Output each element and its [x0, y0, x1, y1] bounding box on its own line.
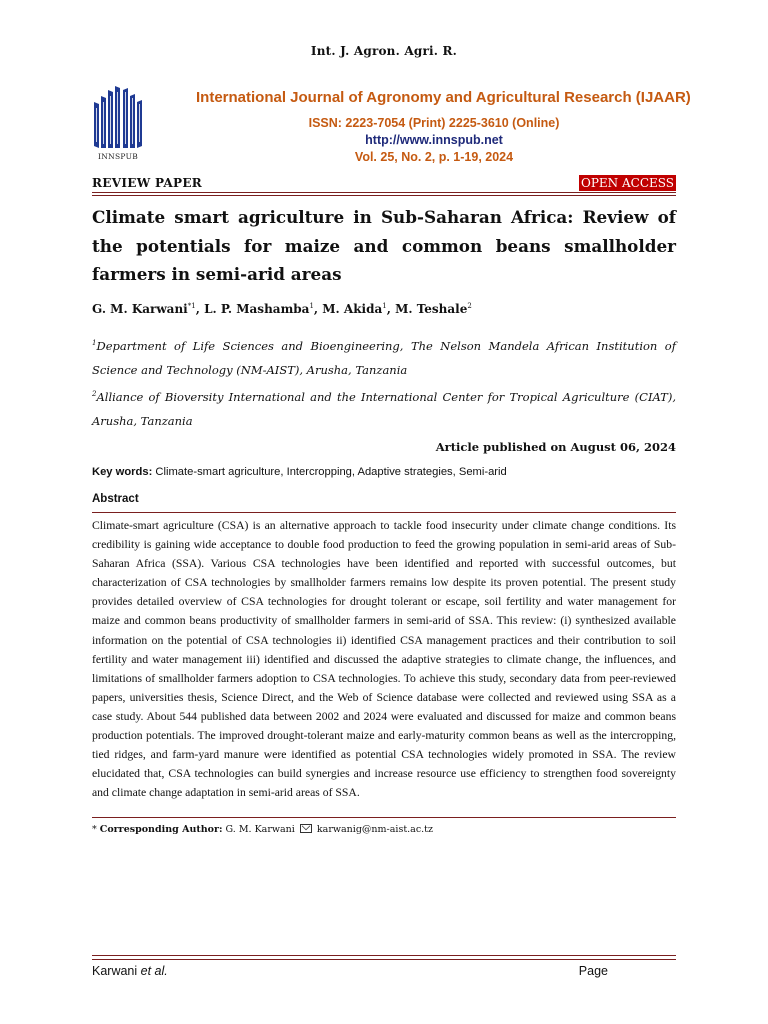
affiliation-text: Alliance of Bioversity International and the International Center for Tropical Agriculture (CIAT), Arusha, Tanzania [92, 389, 676, 428]
publication-date: Article published on August 06, 2024 [435, 440, 676, 454]
footer-etal: et al. [140, 964, 168, 978]
journal-name: International Journal of Agronomy and Agricultural Research (IJAAR) [196, 89, 691, 106]
abstract-heading: Abstract [92, 493, 139, 505]
corresponding-author [92, 824, 433, 835]
header-divider-thin [92, 195, 676, 196]
corresponding-label: Corresponding Author: [99, 824, 223, 835]
journal-url[interactable]: http://www.innspub.net [365, 133, 503, 147]
author-sup: 2 [467, 302, 472, 310]
journal-volume: Vol. 25, No. 2, p. 1-19, 2024 [354, 150, 514, 164]
author-list [92, 302, 472, 316]
author-name: M. Akida [322, 302, 383, 316]
affiliation-sup: 1 [92, 339, 97, 347]
footer-author [92, 964, 168, 978]
corresponding-email[interactable]: karwanig@nm-aist.ac.tz [316, 824, 433, 835]
keywords-text: Climate-smart agriculture, Intercropping, Adaptive strategies, Semi-arid [155, 466, 507, 478]
keywords [92, 466, 507, 478]
abstract-bottom-rule [92, 817, 676, 818]
affiliation-text: Department of Life Sciences and Bioengineering, The Nelson Mandela African Institution of Science and Technology (NM-AIST), Arusha, Tanzania [92, 338, 676, 377]
footer-page-label: Page [578, 964, 608, 978]
affiliation-1 [92, 331, 676, 382]
affiliation-2 [92, 382, 676, 433]
author-sup: *1 [187, 302, 196, 310]
keywords-label: Key words: [92, 466, 153, 478]
corresponding-name: G. M. Karwani [225, 824, 295, 835]
author-sup: 1 [382, 302, 387, 310]
footer-divider-thin [92, 959, 676, 960]
article-type: REVIEW PAPER [92, 176, 203, 190]
paper-title: Climate smart agriculture in Sub-Saharan Africa: Review of the potentials for maize and common beans smallholder farmers in semi-arid areas [92, 207, 676, 284]
envelope-icon [300, 824, 312, 833]
abstract-top-rule [92, 512, 676, 513]
abstract-body: Climate-smart agriculture (CSA) is an alternative approach to tackle food insecurity under climate change conditions. Its credibility is gaining wide acceptance to double food production to feed the growing population in semi-arid areas of Sub-Saharan Africa (SSA). Various CSA technologies have been identified and reported with successful outcomes, but characterization of CSA technologies by smallholder farmers remains low despite its proven potential. The present study provides detailed overview of CSA technologies for drought tolerant or escape, soil fertility and water management for maize and common beans productivity of smallholder farmers in semi-arid of SSA. This review: (i) synthesized available information on the potential of CSA technologies ii) identified CSA management practices and their contribution to soil fertility and water management iii) identified and discussed the adaptive strategies to climate change, the influences, and limitations of smallholder farmers adoption to CSA technologies. To achieve this study, secondary data from peer-reviewed papers, universities thesis, Science Direct, and the Web of Science database were collected and reviewed using SSA as a case study. About 544 published data between 2002 and 2024 were evaluated and discussed for maize and common beans production potentials. The improved drought-tolerant maize and early-maturity common beans as well as the intercropping, tied ridges, and farm-yard manure were identified as potential CSA technologies widely promoted in SSA. The review elucidated that, CSA technologies can build synergies and increase resource use efficiency to strengthen food sovereignty and climate change adaptation in semi-arid areas of SSA. [92, 519, 676, 800]
corresponding-star: * [92, 824, 97, 835]
footer-divider [92, 955, 676, 956]
affiliation-sup: 2 [92, 390, 97, 398]
author-name: G. M. Karwani [92, 302, 188, 316]
header-divider [92, 192, 676, 193]
author-sep: , [313, 302, 323, 316]
logo-text: INNSPUB [97, 152, 139, 161]
open-access-badge: OPEN ACCESS [580, 176, 674, 190]
author-sep: , [386, 302, 396, 316]
author-name: L. P. Mashamba [204, 302, 310, 316]
journal-issn: ISSN: 2223-7054 (Print) 2225-3610 (Online) [308, 116, 560, 130]
running-head: Int. J. Agron. Agri. R. [310, 44, 458, 58]
author-sup: 1 [309, 302, 314, 310]
author-name: M. Teshale [395, 302, 468, 316]
author-sep: , [195, 302, 205, 316]
footer-author-name: Karwani [92, 964, 138, 978]
